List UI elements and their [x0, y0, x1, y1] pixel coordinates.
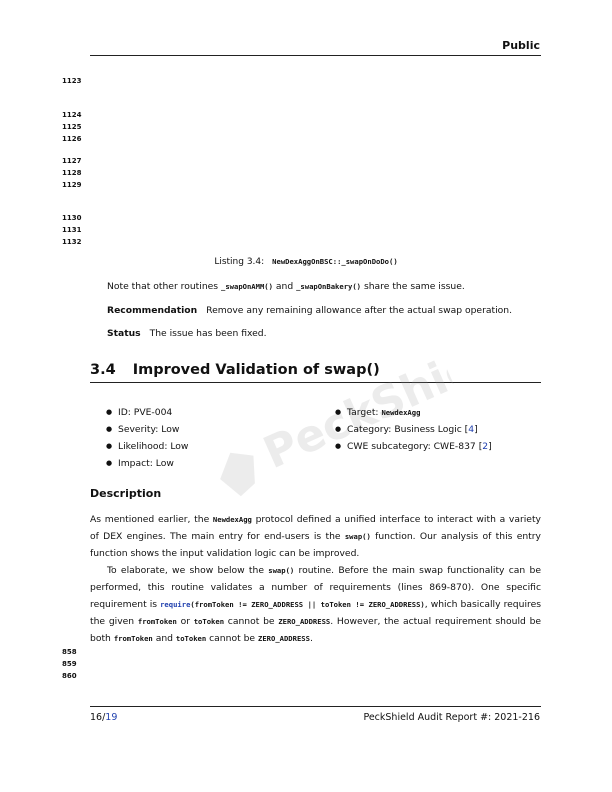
p2-code: ZERO_ADDRESS: [278, 617, 331, 626]
line-number: 1128: [62, 169, 82, 177]
header-label: Public: [502, 39, 540, 52]
target-label: Target:: [347, 407, 379, 418]
bullet-category: [347, 421, 492, 438]
p2-text: cannot be: [227, 616, 275, 627]
note-prefix: Note that other routines: [107, 281, 219, 292]
cwe-label: CWE subcategory: CWE-837 [: [347, 441, 483, 452]
status-text: The issue has been fixed.: [149, 328, 267, 339]
p2-code: toToken: [193, 617, 225, 626]
footer-rule: [90, 706, 541, 707]
page-separator: /: [102, 712, 106, 723]
p2-text: , which basically requires the given: [90, 599, 542, 627]
line-number: 1125: [62, 123, 82, 131]
p2-code: ZERO_ADDRESS: [258, 634, 310, 643]
bullet-id: ● ID: PVE-004: [118, 404, 188, 421]
page-number: 16: [90, 712, 103, 723]
p1-code: NewdexAgg: [212, 515, 252, 524]
bullet-severity: ● Severity: Low: [118, 421, 188, 438]
line-number: 1124: [62, 111, 82, 119]
watermark-text: PeckShield: [256, 321, 471, 480]
target-value: NewdexAgg: [381, 408, 421, 417]
total-pages-link[interactable]: 19: [105, 712, 118, 723]
bullet-list-right: [347, 404, 492, 455]
listing-label: Listing 3.4:: [214, 257, 265, 267]
section-title: Improved Validation of swap(): [132, 362, 380, 378]
bullet-likelihood: ● Likelihood: Low: [118, 438, 188, 455]
p2-code: swap(): [268, 566, 295, 575]
p2-text: routine. Before the main swap functionality can be performed, this routine validates a number of requirements (lines 869-870). One specific requirement is: [90, 565, 542, 610]
note-code: _swapOnBakery(): [296, 282, 362, 291]
p2-text: To elaborate, we show below the: [107, 565, 264, 576]
category-label: Category: Business Logic [: [347, 424, 469, 435]
p2-require-args: (fromToken != ZERO_ADDRESS || toToken != ZERO_ADDRESS): [190, 600, 425, 609]
p2-code: fromToken: [113, 634, 153, 643]
category-close: ]: [474, 424, 478, 435]
recommendation-paragraph: [107, 305, 512, 316]
p2-text: cannot be: [209, 633, 256, 644]
cwe-close: ]: [488, 441, 492, 452]
description-paragraph-1: [90, 511, 541, 562]
note-mid: and: [275, 281, 294, 292]
bullet-impact: ● Impact: Low: [118, 455, 188, 472]
cwe-ref-link[interactable]: 2: [482, 441, 489, 452]
note-code: _swapOnAMM(): [221, 282, 273, 291]
line-number: 1129: [62, 181, 82, 189]
description-heading: Description: [90, 487, 162, 500]
line-number: 1127: [62, 157, 82, 165]
note-suffix: share the same issue.: [363, 281, 465, 292]
p1-text: function. Our analysis of this entry function shows the input validation logic can be improved.: [90, 531, 541, 559]
recommendation-text: Remove any remaining allowance after the actual swap operation.: [206, 305, 513, 316]
note-paragraph: [107, 281, 465, 292]
p2-require-keyword: require: [160, 600, 191, 609]
page-counter: [90, 712, 117, 723]
line-number: 1130: [62, 214, 82, 222]
line-number: 1131: [62, 226, 82, 234]
p2-code: fromToken: [137, 617, 177, 626]
bullet-list-left: [118, 404, 188, 472]
p2-text: . However, the actual requirement should be both: [90, 616, 542, 644]
recommendation-label: Recommendation: [107, 305, 198, 316]
line-number: 1132: [62, 238, 82, 246]
header-rule: [90, 55, 541, 56]
line-number: 860: [62, 672, 77, 680]
section-number: 3.4: [90, 362, 116, 378]
p2-text: .: [309, 633, 313, 644]
listing-caption: [0, 257, 612, 267]
p2-text: and: [155, 633, 173, 644]
status-label: Status: [107, 328, 141, 339]
p1-text: As mentioned earlier, the: [90, 514, 210, 525]
p2-text: or: [180, 616, 190, 627]
line-number: 859: [62, 660, 77, 668]
report-id: PeckShield Audit Report #: 2021-216: [363, 712, 540, 723]
listing-function-name: NewDexAggOnBSC::_swapOnDoDo(): [272, 257, 398, 266]
line-number: 1126: [62, 135, 82, 143]
status-paragraph: [107, 328, 267, 339]
bullet-target: [347, 404, 492, 421]
category-ref-link[interactable]: 4: [468, 424, 475, 435]
line-number: 858: [62, 648, 77, 656]
p2-code: toToken: [175, 634, 207, 643]
shield-logo-icon: [212, 445, 266, 501]
line-number: 1123: [62, 77, 82, 85]
p1-code: swap(): [344, 532, 371, 541]
description-paragraph-2: [90, 562, 541, 647]
bullet-cwe: [347, 438, 492, 455]
p1-text: protocol defined a unified interface to interact with a variety of DEX engines. The main entry for end-users is the: [90, 514, 541, 542]
